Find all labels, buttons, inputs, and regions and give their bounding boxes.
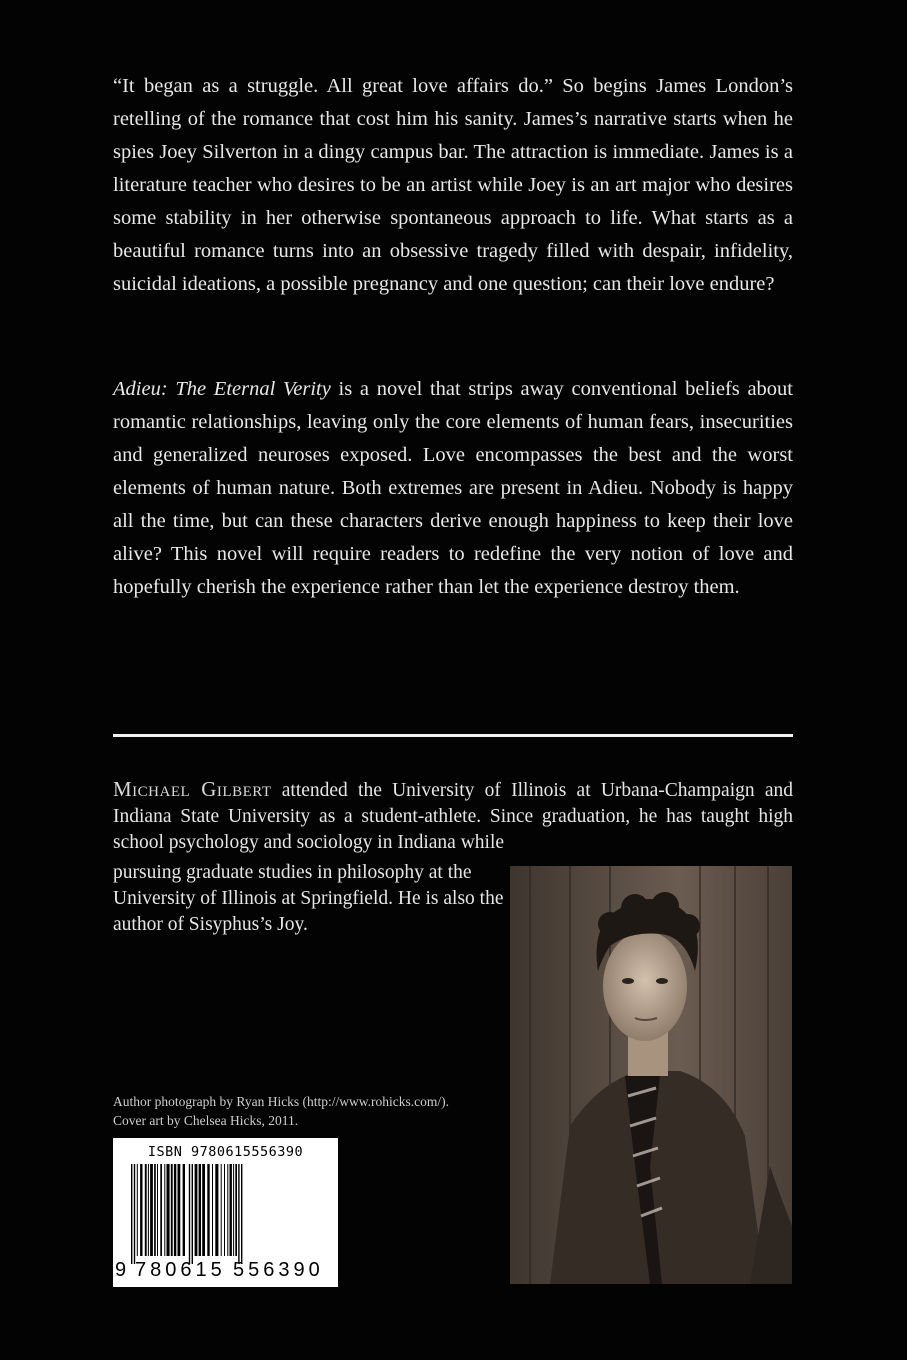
barcode-bar <box>178 1164 181 1256</box>
barcode-guard-bar <box>134 1164 135 1264</box>
author-bio-text: attended the University of Illinois at Urbana-Champaign and Indiana State University as a student-athlete. Since graduation, he has taught high school psychology and sociology in Indiana while <box>113 780 794 853</box>
barcode-bar <box>164 1164 165 1256</box>
barcode-bar <box>199 1164 201 1256</box>
author-photo-illustration <box>510 866 792 1284</box>
book-title: Adieu: The Eternal Verity <box>113 378 331 400</box>
barcode-bar <box>145 1164 147 1256</box>
barcode-bar <box>227 1164 228 1256</box>
barcode-bar <box>157 1164 158 1256</box>
blurb-paragraph-2 <box>113 373 793 604</box>
barcode-bar <box>160 1164 162 1256</box>
barcode-first-digit: 9 <box>115 1259 127 1281</box>
barcode-guard-bar <box>192 1164 193 1264</box>
barcode-bar <box>233 1164 234 1256</box>
divider-rule <box>113 734 793 737</box>
barcode-bars <box>127 1164 327 1264</box>
isbn-label: ISBN 9780615556390 <box>147 1144 304 1160</box>
barcode-bar <box>183 1164 185 1256</box>
barcode-right-digits: 556390 <box>233 1259 324 1281</box>
barcode-left-digits: 780615 <box>135 1259 226 1281</box>
barcode-bar <box>140 1164 142 1256</box>
author-photo <box>510 866 792 1284</box>
barcode-bar <box>207 1164 209 1256</box>
author-bio <box>113 776 793 856</box>
barcode-bar <box>174 1164 176 1256</box>
photo-face <box>603 931 687 1041</box>
photo-credit-line: Author photograph by Ryan Hicks (http://www.rohicks.com/). <box>113 1094 450 1109</box>
author-bio-continued: pursuing graduate studies in philosophy at the University of Illinois at Springfield. He is also the author of Sisyphus’s Joy. <box>113 862 504 935</box>
barcode-bar <box>230 1164 232 1256</box>
barcode-bar <box>221 1164 222 1256</box>
barcode-bar <box>212 1164 213 1256</box>
barcode-bar <box>215 1164 218 1256</box>
photo-credits <box>113 1092 513 1130</box>
blurb-paragraph-1: “It began as a struggle. All great love affairs do.” So begins James London’s retelling of the romance that cost him his sanity. James’s narrative starts when he spies Joey Silverton in a dingy campus bar. The attraction is immediate. James is a literature teacher who desires to be an artist while Joey is an art major who desires some stability in her otherwise spontaneous approach to life. What starts as a beautiful romance turns into an obsessive tragedy filled with despair, infidelity, suicidal ideations, a possible pregnancy and one question; can their love endure? <box>113 75 793 295</box>
barcode-bar <box>148 1164 149 1256</box>
barcode-bar <box>167 1164 170 1256</box>
barcode-bar <box>150 1164 153 1256</box>
author-name: Michael Gilbert <box>113 777 272 801</box>
barcode-bar <box>171 1164 173 1256</box>
barcode-bar <box>137 1164 138 1256</box>
barcode-bar <box>224 1164 225 1256</box>
barcode-bar <box>202 1164 205 1256</box>
barcode-guard-bar <box>131 1164 132 1264</box>
barcode-bar <box>195 1164 198 1256</box>
barcode-guard-bar <box>241 1164 242 1264</box>
barcode-bar <box>154 1164 156 1256</box>
barcode-bar <box>235 1164 237 1256</box>
cover-art-credit-line: Cover art by Chelsea Hicks, 2011. <box>113 1113 299 1128</box>
barcode-guard-bar <box>189 1164 190 1264</box>
barcode-guard-bar <box>238 1164 239 1264</box>
isbn-barcode <box>113 1138 338 1287</box>
blurb-paragraph-2-text: is a novel that strips away conventional beliefs about romantic relationships, leaving only the core elements of human fears, insecurities and generalized neuroses exposed. Love encompasses the best and the worst elements of human nature. Both extremes are present in Adieu. Nobody is happy all the time, but can these characters derive enough happiness to keep their love alive? This novel will require readers to redefine the very notion of love and hopefully cherish the experience rather than let the experience destroy them. <box>113 378 793 598</box>
